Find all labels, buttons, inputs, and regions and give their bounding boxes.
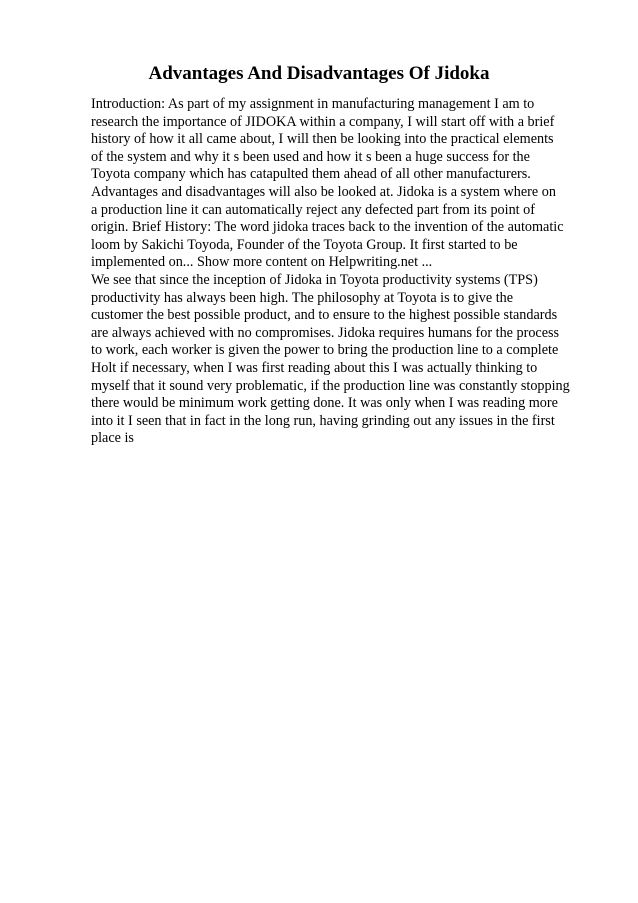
- document-title: Advantages And Disadvantages Of Jidoka: [148, 63, 490, 84]
- body-line: productivity has always been high. The philosophy at Toyota is to give the: [91, 289, 514, 306]
- body-line: research the importance of JIDOKA within a company, I will start off with a brief: [91, 113, 555, 130]
- body-line: a production line it can automatically reject any defected part from its point of: [91, 201, 535, 218]
- body-line: Advantages and disadvantages will also be looked at. Jidoka is a system where on: [91, 183, 556, 200]
- body-line: origin. Brief History: The word jidoka traces back to the invention of the automatic: [91, 219, 564, 236]
- body-line: to work, each worker is given the power to bring the production line to a complete: [91, 342, 559, 359]
- body-line: history of how it all came about, I will then be looking into the practical elements: [91, 131, 554, 148]
- body-line: Introduction: As part of my assignment in manufacturing management I am to: [91, 96, 535, 112]
- body-line: of the system and why it s been used and how it s been a huge success for the: [91, 148, 530, 165]
- body-line: Toyota company which has catapulted them ahead of all other manufacturers.: [91, 166, 531, 183]
- body-line: place is: [91, 430, 134, 447]
- body-line: customer the best possible product, and to ensure to the highest possible standards: [91, 307, 558, 324]
- body-line: loom by Sakichi Toyoda, Founder of the Toyota Group. It first started to be: [91, 236, 518, 253]
- body-line: implemented on... Show more content on Helpwriting.net ...: [91, 254, 433, 271]
- body-line: We see that since the inception of Jidoka in Toyota productivity systems (TPS): [91, 271, 538, 288]
- body-line: there would be minimum work getting done. It was only when I was reading more: [91, 395, 558, 412]
- body-line: into it I seen that in fact in the long run, having grinding out any issues in the first: [91, 412, 555, 429]
- document-body: [91, 96, 591, 448]
- body-line: myself that it sound very problematic, if the production line was constantly stopping: [91, 377, 570, 394]
- body-line: Holt if necessary, when I was first reading about this I was actually thinking to: [91, 359, 538, 376]
- body-line: are always achieved with no compromises. Jidoka requires humans for the process: [91, 324, 560, 341]
